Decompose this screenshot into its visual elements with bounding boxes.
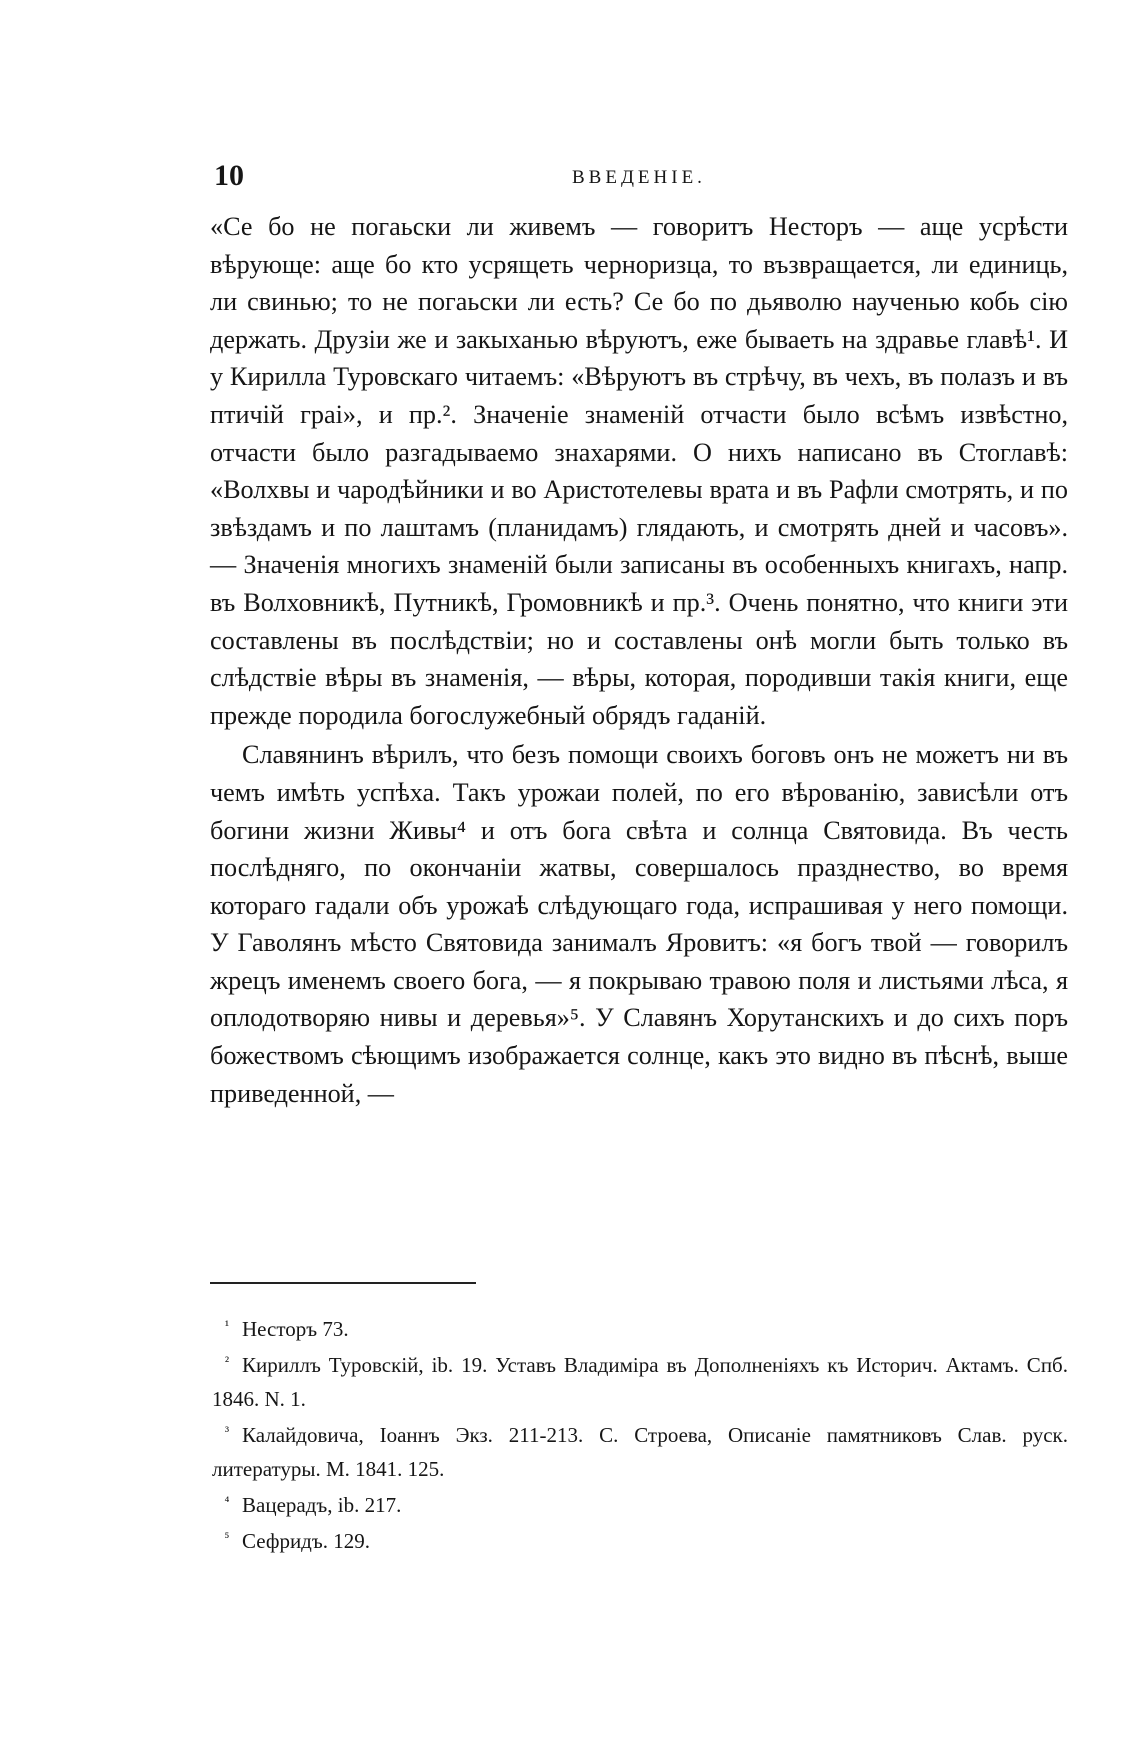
footnote <box>212 1416 1068 1486</box>
footnote <box>212 1346 1068 1416</box>
running-head: ВВЕДЕНІЕ. <box>572 167 706 188</box>
footnote-number: ⁴ <box>224 1495 230 1510</box>
footnote-number: ¹ <box>224 1319 230 1334</box>
footnotes <box>212 1310 1068 1558</box>
footnote-text: Несторъ 73. <box>242 1317 349 1341</box>
paragraph: Славянинъ вѣрилъ, что безъ помощи своихъ боговъ онъ не можетъ ни въ чемъ имѣть успѣха. Такъ урожаи полей, по его вѣрованію, зависѣли отъ богини жизни Живы⁴ и отъ бога свѣта и солнца Святовида. Въ честь послѣдняго, по окончаніи жатвы, совершалось празднество, во время котораго гадали объ урожаѣ слѣдующаго года, испрашивая у него помощи. У Гаволянъ мѣсто Святовида занималъ Яровитъ: «я богъ твой — говорилъ жрецъ именемъ своего бога, — я покрываю травою поля и листьями лѣса, я оплодотворяю нивы и деревья»⁵. У Славянъ Хорутанскихъ и до сихъ поръ божествомъ сѣющимъ изображается солнце, какъ это видно въ пѣснѣ, выше приведенной, — <box>210 740 1068 1108</box>
footnote <box>212 1486 1068 1522</box>
footnote-text: Вацерадъ, ib. 217. <box>242 1493 402 1517</box>
footnote-divider <box>210 1282 476 1284</box>
page-number: 10 <box>214 159 244 192</box>
footnote-number: ² <box>224 1355 230 1370</box>
footnote-text: Сефридъ. 129. <box>242 1529 370 1553</box>
main-text <box>210 208 1068 1112</box>
paragraph: «Се бо не погаьски ли живемъ — говоритъ Несторъ — аще усрѣсти вѣрующе: аще бо кто усрящеть черноризца, то възвращается, ли единиць, ли свинью; то не погаьски ли есть? Се бо по дьяволю наученью кобь сію держать. Друзіи же и закыханью вѣруютъ, еже бываеть на здравье главѣ¹. И у Кирилла Туровскаго читаемъ: «Вѣруютъ въ стрѣчу, въ чехъ, въ полазъ и въ птичій граі», и пр.². Значеніе знаменій отчасти было всѣмъ извѣстно, отчасти было разгадываемо знахарями. О нихъ написано въ Стоглавѣ: «Волхвы и чародѣйники и во Аристотелевы врата и въ Рафли смотрять, и по звѣздамъ и по лаштамъ (планидамъ) глядають, и смотрять дней и часовъ». — Значенія многихъ знаменій были записаны въ особенныхъ книгахъ, напр. въ Волховникѣ, Путникѣ, Громовникѣ и пр.³. Очень понятно, что книги эти составлены въ послѣдствіи; но и составлены онѣ могли быть только въ слѣдствіе вѣры въ знаменія, — вѣры, которая, породивши такія книги, еще прежде породила богослужебный обрядъ гаданій. <box>210 212 1068 730</box>
footnote-text: Кириллъ Туровскій, ib. 19. Уставъ Владиміра въ Дополненіяхъ къ Историч. Актамъ. Спб. 1846. N. 1. <box>212 1353 1068 1411</box>
footnote <box>212 1522 1068 1558</box>
footnote-text: Калайдовича, Іоаннъ Экз. 211-213. С. Строева, Описаніе памятниковъ Слав. руск. литературы. М. 1841. 125. <box>212 1423 1068 1481</box>
footnote <box>212 1310 1068 1346</box>
footnote-number: ³ <box>224 1425 230 1440</box>
page-header <box>214 156 1070 196</box>
footnote-number: ⁵ <box>224 1531 230 1546</box>
